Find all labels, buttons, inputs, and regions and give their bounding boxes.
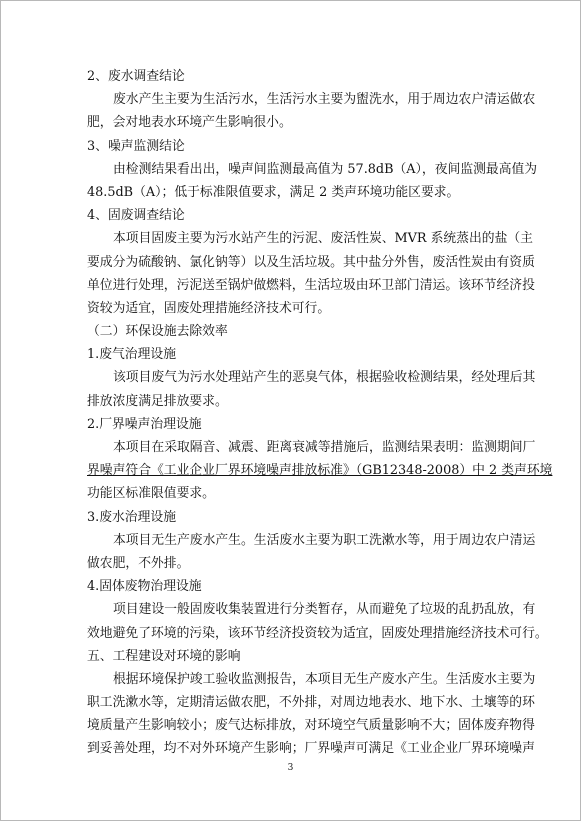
paragraph-line-standard-reference: 界噪声符合《工业企业厂界环境噪声排放标准》（GB12348-2008）中 2 类声环境 (87, 463, 553, 479)
heading-noise-conclusion: 3、噪声监测结论 (87, 138, 185, 154)
paragraph-line: 境质量产生影响较小；废气达标排放，对环境空气质量影响不大；固体废弃物得 (87, 718, 535, 734)
paragraph-line: 本项目无生产废水产生。生活废水主要为职工洗漱水等，用于周边农户清运 (113, 532, 536, 548)
paragraph-line: 项目建设一般固废收集装置进行分类暂存，从而避免了垃圾的乱扔乱放，有 (113, 602, 536, 618)
heading-wastewater-conclusion: 2、废水调查结论 (87, 69, 185, 84)
section-heading-removal-efficiency: （二）环保设施去除效率 (87, 324, 228, 340)
paragraph-line: 资较为适宜，固废处理措施经济技术可行。 (87, 300, 331, 316)
paragraph-line: 根据环境保护竣工验收监测报告，本项目无生产废水产生。生活废水主要为 (113, 671, 536, 687)
paragraph-line: 本项目在采取隔音、减震、距离衰减等措施后，监测结果表明：监测期间厂 (113, 440, 536, 455)
heading-solid-waste-conclusion: 4、固废调查结论 (87, 208, 185, 224)
heading-solid-waste-facility: 4.固体废物治理设施 (87, 579, 202, 595)
paragraph-line: 要成分为硫酸钠、氯化钠等）以及生活垃圾。其中盐分外售，废活性炭由有资质 (87, 254, 535, 270)
heading-exhaust-gas-facility: 1.废气治理设施 (87, 347, 176, 363)
section-heading-environmental-impact: 五、工程建设对环境的影响 (87, 648, 241, 664)
paragraph-line: 本项目固废主要为污水站产生的污泥、废活性炭、MVR 系统蒸出的盐（主 (113, 231, 533, 247)
page-number: 3 (287, 763, 294, 773)
heading-wastewater-facility: 3.废水治理设施 (87, 509, 176, 525)
paragraph-line: 做农肥，不外排。 (87, 555, 190, 571)
paragraph-line: 肥，会对地表水环境产生影响很小。 (87, 115, 292, 131)
heading-boundary-noise-facility: 2.厂界噪声治理设施 (87, 416, 202, 432)
paragraph-line: 废水产生主要为生活污水，生活污水主要为盥洗水，用于周边农户清运做农 (113, 92, 536, 108)
paragraph-line: 该项目废气为污水处理站产生的恶臭气体，根据验收检测结果，经处理后其 (113, 370, 536, 386)
paragraph-line: 由检测结果看出出，噪声间监测最高值为 57.8dB（A），夜间监测最高值为 (113, 161, 538, 177)
paragraph-line: 48.5dB（A）；低于标准限值要求，满足 2 类声环境功能区要求。 (87, 184, 460, 200)
paragraph-line: 职工洗漱水等，定期清运做农肥，不外排，对周边地表水、地下水、土壤等的环 (87, 695, 535, 711)
paragraph-line: 效地避免了环境的污染，该环节经济投资较为适宜，固废处理措施经济技术可行。 (87, 625, 548, 641)
paragraph-line: 排放浓度满足排放要求。 (87, 393, 228, 409)
paragraph-line: 功能区标准限值要求。 (87, 486, 215, 502)
paragraph-line: 到妥善处理，均不对外环境产生影响；厂界噪声可满足《工业企业厂界环境噪声 (87, 741, 535, 757)
paragraph-line: 单位进行处理，污泥送至锅炉做燃料，生活垃圾由环卫部门清运。该环节经济投 (87, 277, 535, 293)
body-text (87, 65, 553, 761)
